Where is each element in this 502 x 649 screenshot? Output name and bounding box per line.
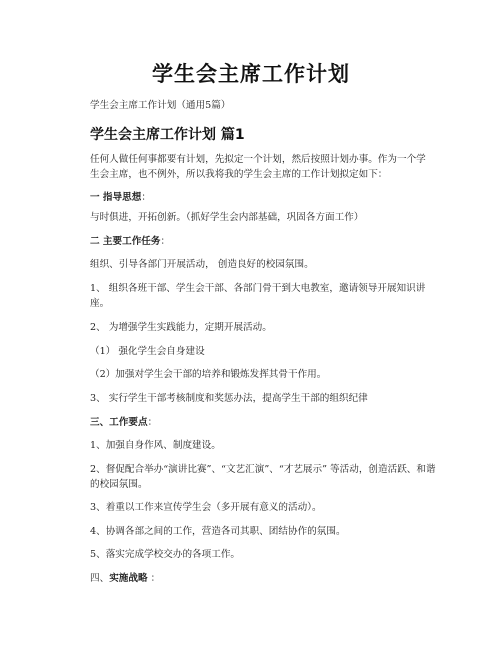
heading-prefix: 四、 <box>90 573 110 584</box>
list-item: 1、 组织各班干部、学生会干部、各部门骨干到大电教室，邀请领导开展知识讲座。 <box>90 283 426 309</box>
section-heading: 学生会主席工作计划 篇1 <box>90 127 245 143</box>
heading-colon: ： <box>141 192 151 203</box>
subtitle: 学生会主席工作计划（通用5篇） <box>90 100 231 111</box>
heading-main-tasks <box>90 234 430 249</box>
list-item: 2、 为增强学生实践能力，定期开展活动。 <box>90 322 272 333</box>
list-item: 3、 实行学生干部考核制度和奖惩办法，提高学生干部的组织纪律 <box>90 393 368 404</box>
list-item: 1、加强自身作风、制度建设。 <box>90 440 221 451</box>
heading-colon: ： <box>147 573 161 584</box>
heading-key-points <box>90 415 430 430</box>
document-title: 学生会主席工作计划 <box>152 62 350 86</box>
heading-colon: ： <box>160 236 171 247</box>
heading-text: 一 指导思想 <box>90 192 142 203</box>
paragraph: 与时俱进，开拓创新。（抓好学生会内部基础，巩固各方面工作） <box>90 212 364 223</box>
list-item: 4、协调各部之间的工作，营造各司其职、团结协作的氛围。 <box>90 526 346 537</box>
heading-text: 二 主要工作任务 <box>90 236 161 247</box>
list-item: （1） 强化学生会自身建设 <box>90 346 205 357</box>
list-item: 2、督促配合举办“演讲比赛”、“文艺汇演”、“才艺展示” 等活动，创造活跃、和谐的校园氛围。 <box>90 464 436 490</box>
paragraph: 组织、引导各部门开展活动， 创造良好的校园氛围。 <box>90 259 314 270</box>
list-item: 3、着重以工作来宣传学生会（多开展有意义的活动）。 <box>90 502 322 513</box>
list-item: （2）加强对学生会干部的培养和锻炼发挥其骨干作用。 <box>90 369 327 380</box>
heading-strategy <box>90 571 430 586</box>
heading-text: 三、工作要点 <box>90 417 148 428</box>
heading-text: 实施战略 <box>109 573 148 584</box>
intro-paragraph: 任何人做任何事都要有计划，先拟定一个计划，然后按照计划办事。作为一个学生会主席，也不例外，所以我将我的学生会主席的工作计划拟定如下： <box>90 154 426 180</box>
heading-colon: ： <box>147 417 158 428</box>
list-item: 5、落实完成学校交办的各项工作。 <box>90 549 241 560</box>
heading-guiding-ideology <box>90 190 430 205</box>
